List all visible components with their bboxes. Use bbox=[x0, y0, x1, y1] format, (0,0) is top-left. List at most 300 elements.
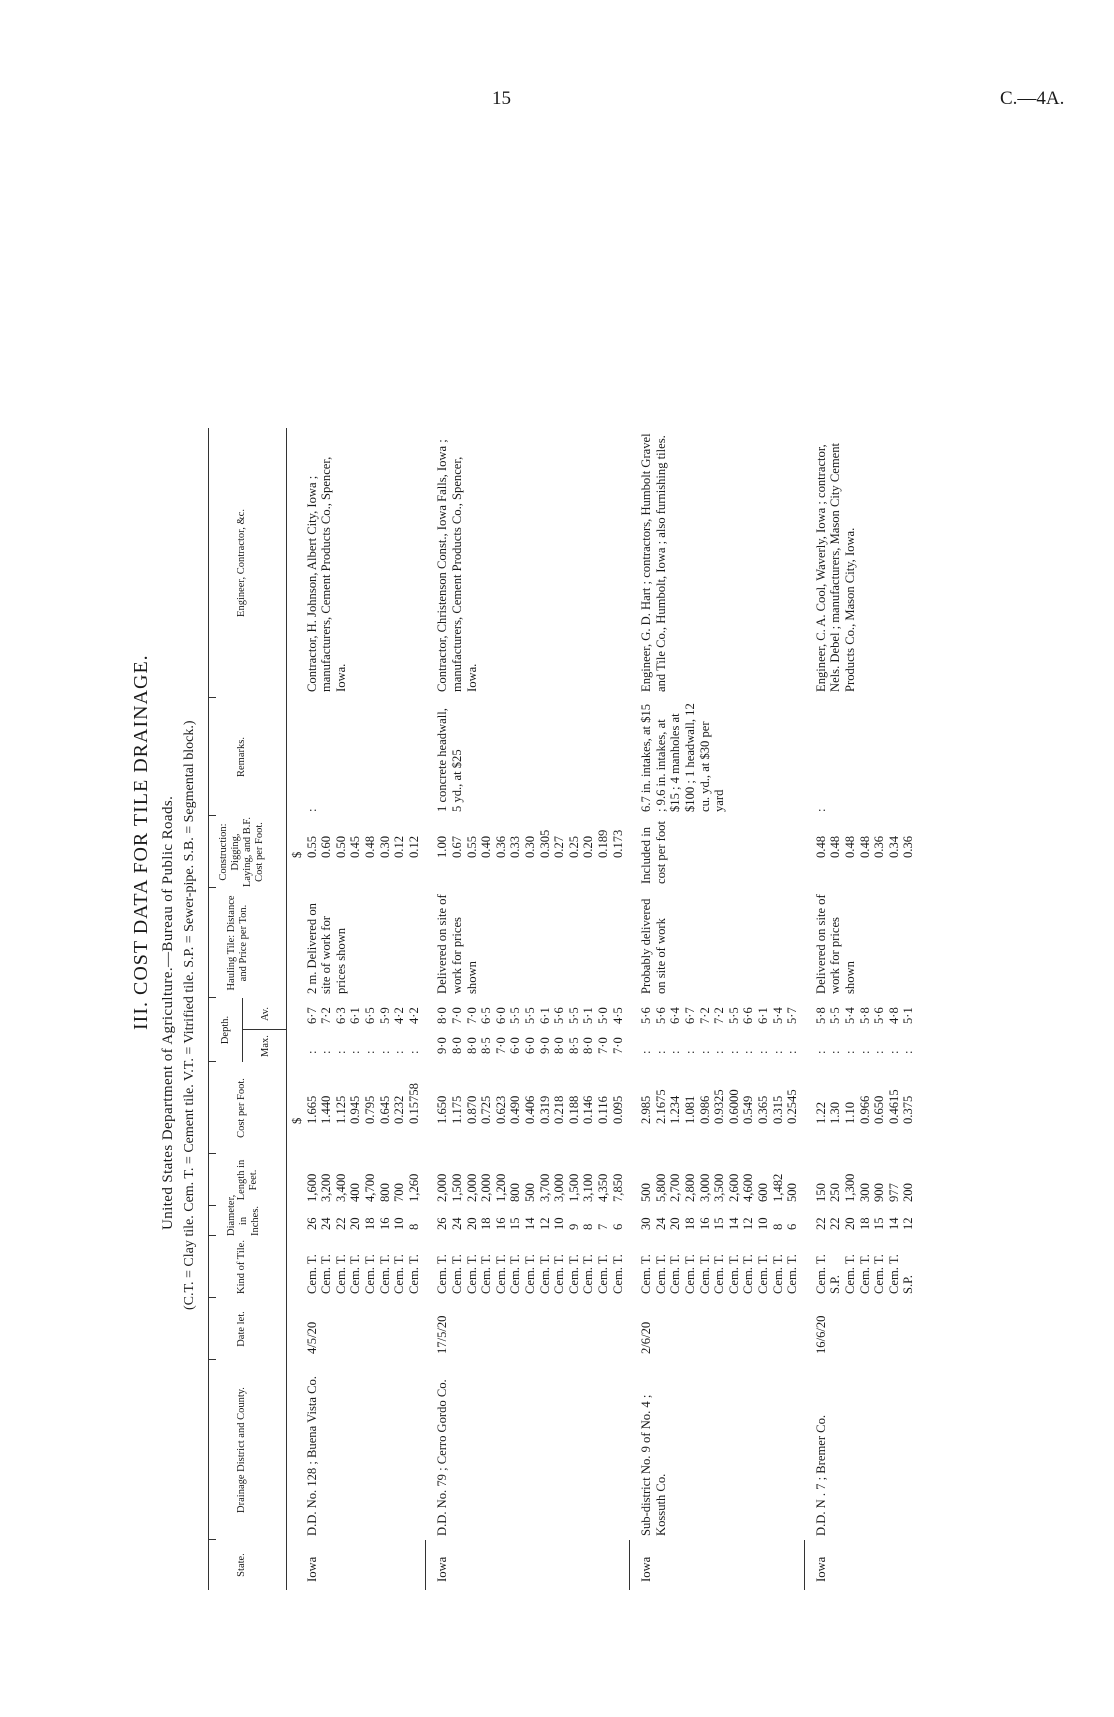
cost-per-foot: 0.116 bbox=[596, 1096, 610, 1124]
construction-dollar-unit: $ bbox=[290, 851, 304, 858]
remarks-cell: 1 concrete headwall, 5 yd., at $25 bbox=[435, 708, 464, 812]
depth-average: 6·1 bbox=[348, 1007, 363, 1024]
group-separator bbox=[425, 1540, 426, 1590]
cost-per-foot: 0.650 bbox=[872, 1095, 887, 1124]
tile-kind: Cem. T. bbox=[333, 1254, 348, 1294]
diameter: 18 bbox=[479, 1217, 494, 1230]
diameter: 15 bbox=[508, 1217, 523, 1230]
column-rule bbox=[208, 1061, 216, 1062]
remarks-cell: : bbox=[813, 808, 828, 812]
cost-per-foot: 0.490 bbox=[508, 1095, 523, 1124]
depth-average: 6·4 bbox=[668, 1007, 683, 1024]
construction-cost: 0.67 bbox=[450, 835, 464, 858]
construction-cost: 0.36 bbox=[872, 835, 887, 858]
diameter: 24 bbox=[653, 1217, 668, 1230]
depth-max: : bbox=[843, 1050, 857, 1054]
diameter: 15 bbox=[712, 1217, 727, 1230]
construction-cost: 0.189 bbox=[596, 829, 610, 858]
depth-max: 7·0 bbox=[610, 1037, 625, 1054]
cost-per-foot: 1.234 bbox=[668, 1095, 683, 1124]
construction-cost: 0.33 bbox=[508, 835, 523, 858]
tile-kind: S.P. bbox=[901, 1275, 916, 1294]
cost-per-foot: 0.945 bbox=[348, 1095, 363, 1124]
tile-kind: Cem. T. bbox=[464, 1254, 479, 1294]
diameter: 18 bbox=[363, 1217, 377, 1230]
tile-kind: Cem. T. bbox=[377, 1254, 392, 1294]
construction-cost: 0.45 bbox=[348, 835, 363, 858]
depth-average: 6·1 bbox=[537, 1007, 552, 1024]
header-depth: Depth. bbox=[220, 1015, 231, 1045]
tile-kind: Cem. T. bbox=[756, 1254, 770, 1294]
page-reference: C.—4A. bbox=[1000, 88, 1065, 109]
length-feet: 7,850 bbox=[610, 1173, 625, 1202]
cost-per-foot: 0.623 bbox=[493, 1095, 508, 1124]
depth-average: 6·0 bbox=[493, 1007, 508, 1024]
state-cell: Iowa bbox=[435, 1556, 450, 1582]
construction-cost: 0.48 bbox=[813, 835, 828, 858]
length-feet: 3,200 bbox=[319, 1173, 334, 1202]
length-feet: 500 bbox=[523, 1183, 537, 1202]
depth-max: : bbox=[668, 1050, 683, 1054]
diameter: 22 bbox=[828, 1217, 843, 1230]
cost-per-foot: 0.095 bbox=[610, 1095, 625, 1124]
column-rule bbox=[208, 997, 216, 998]
diameter: 22 bbox=[813, 1217, 828, 1230]
cost-per-foot: 0.406 bbox=[523, 1095, 537, 1124]
depth-max: 8·0 bbox=[450, 1037, 464, 1054]
tile-kind: Cem. T. bbox=[392, 1254, 407, 1294]
depth-max: 8·5 bbox=[479, 1037, 494, 1054]
depth-max: : bbox=[348, 1050, 363, 1054]
depth-subheader-rule bbox=[242, 998, 243, 1062]
length-feet: 5,800 bbox=[653, 1173, 668, 1202]
column-rule bbox=[208, 887, 216, 888]
cost-per-foot: 2.1675 bbox=[653, 1089, 668, 1124]
depth-average: 5·6 bbox=[639, 1007, 654, 1024]
cost-per-foot: 0.725 bbox=[479, 1095, 494, 1124]
cost-per-foot: 0.218 bbox=[552, 1095, 567, 1124]
depth-average: 5·6 bbox=[552, 1007, 567, 1024]
depth-average: 6·7 bbox=[304, 1007, 319, 1024]
cost-per-foot: 0.365 bbox=[756, 1095, 770, 1124]
depth-average: 7·2 bbox=[319, 1007, 334, 1024]
cost-per-foot: 0.15758 bbox=[406, 1083, 421, 1124]
depth-max: : bbox=[683, 1050, 697, 1054]
group-separator bbox=[629, 1540, 630, 1590]
cost-per-foot: 0.315 bbox=[770, 1095, 785, 1124]
cost-per-foot: 1.650 bbox=[435, 1095, 450, 1124]
remarks-cell: 6.7 in. intakes, at $15 ; 9.6 in. intakes, at $15 ; 4 manholes at $100 ; 1 headwall, 12 cu. yd., at $30 per yard bbox=[639, 703, 727, 812]
length-feet: 3,700 bbox=[537, 1173, 552, 1202]
construction-cost: 0.305 bbox=[537, 829, 552, 858]
tile-kind: Cem. T. bbox=[683, 1254, 697, 1294]
diameter: 15 bbox=[872, 1217, 887, 1230]
rotated-table-sheet bbox=[130, 90, 990, 1590]
remarks-cell: : bbox=[304, 808, 319, 812]
diameter: 8 bbox=[770, 1223, 785, 1230]
construction-cost: 0.48 bbox=[828, 835, 843, 858]
length-feet: 300 bbox=[857, 1183, 872, 1202]
length-feet: 900 bbox=[872, 1183, 887, 1202]
diameter: 14 bbox=[886, 1217, 901, 1230]
depth-max: : bbox=[697, 1050, 712, 1054]
column-rule bbox=[208, 1539, 216, 1540]
tile-kind: Cem. T. bbox=[566, 1254, 581, 1294]
construction-cost: 0.50 bbox=[333, 835, 348, 858]
diameter: 30 bbox=[639, 1217, 654, 1230]
construction-cost: 0.27 bbox=[552, 835, 567, 858]
diameter: 20 bbox=[843, 1217, 857, 1230]
length-feet: 2,600 bbox=[726, 1173, 741, 1202]
header-state: State. bbox=[236, 1553, 247, 1577]
tile-kind: Cem. T. bbox=[406, 1254, 421, 1294]
tile-kind: Cem. T. bbox=[450, 1254, 464, 1294]
length-feet: 3,000 bbox=[552, 1173, 567, 1202]
length-feet: 3,100 bbox=[581, 1173, 596, 1202]
diameter: 26 bbox=[435, 1217, 450, 1230]
engineer-contractor-cell: Engineer, G. D. Hart ; contractors, Humbolt Gravel and Tile Co., Humbolt, Iowa ; also furnishing tiles. bbox=[639, 433, 668, 692]
length-feet: 2,000 bbox=[435, 1173, 450, 1202]
diameter: 20 bbox=[668, 1217, 683, 1230]
header-engineer: Engineer, Contractor, &c. bbox=[236, 509, 247, 617]
construction-cost: 0.40 bbox=[479, 835, 494, 858]
tile-kind: Cem. T. bbox=[304, 1254, 319, 1294]
table-title: III. COST DATA FOR TILE DRAINAGE. bbox=[130, 654, 152, 1030]
cost-per-foot: 0.375 bbox=[901, 1095, 916, 1124]
depth-max: : bbox=[901, 1050, 916, 1054]
diameter: 6 bbox=[610, 1223, 625, 1230]
depth-average: 5·1 bbox=[901, 1007, 916, 1024]
construction-cost: 0.36 bbox=[901, 835, 916, 858]
depth-average: 4·5 bbox=[610, 1007, 625, 1024]
tile-kind: Cem. T. bbox=[668, 1254, 683, 1294]
diameter: 26 bbox=[304, 1217, 319, 1230]
depth-max: : bbox=[712, 1050, 727, 1054]
diameter: 12 bbox=[537, 1217, 552, 1230]
length-feet: 500 bbox=[639, 1183, 654, 1202]
depth-max: : bbox=[828, 1050, 843, 1054]
cost-per-foot: 0.319 bbox=[537, 1095, 552, 1124]
date-let-cell: 4/5/20 bbox=[304, 1321, 319, 1354]
length-feet: 1,482 bbox=[770, 1173, 785, 1202]
tile-kind: Cem. T. bbox=[741, 1254, 756, 1294]
construction-cost: 0.55 bbox=[304, 835, 319, 858]
tile-kind: Cem. T. bbox=[508, 1254, 523, 1294]
district-cell: D.D. No. 79 ; Cerro Gordo Co. bbox=[435, 1379, 450, 1536]
length-feet: 600 bbox=[756, 1183, 770, 1202]
tile-kind: Cem. T. bbox=[697, 1254, 712, 1294]
diameter: 12 bbox=[741, 1217, 756, 1230]
depth-max: 6·0 bbox=[523, 1037, 537, 1054]
cost-per-foot: 0.146 bbox=[581, 1095, 596, 1124]
diameter: 8 bbox=[581, 1223, 596, 1230]
tile-kind: Cem. T. bbox=[596, 1254, 610, 1294]
length-feet: 3,500 bbox=[712, 1173, 727, 1202]
depth-average: 7·0 bbox=[464, 1007, 479, 1024]
diameter: 20 bbox=[464, 1217, 479, 1230]
depth-average: 5·9 bbox=[377, 1007, 392, 1024]
depth-max: : bbox=[377, 1050, 392, 1054]
engineer-contractor-cell: Engineer, C. A. Cool, Waverly, Iowa ; contractor, Nels. Debel ; manufacturers, Mason City Cement Products Co., Mason City, Iowa. bbox=[813, 442, 857, 692]
depth-average: 5·5 bbox=[508, 1007, 523, 1024]
depth-max: : bbox=[333, 1050, 348, 1054]
cost-per-foot: 0.188 bbox=[566, 1095, 581, 1124]
table-subtitle: United States Department of Agriculture.—Bureau of Public Roads. bbox=[160, 795, 176, 1230]
construction-cost: 0.20 bbox=[581, 835, 596, 858]
depth-average: 6·1 bbox=[756, 1007, 770, 1024]
length-feet: 4,600 bbox=[741, 1173, 756, 1202]
depth-average: 5·1 bbox=[581, 1007, 596, 1024]
tile-kind: Cem. T. bbox=[857, 1254, 872, 1294]
header-length: Length in Feet. bbox=[236, 1159, 259, 1201]
tile-kind: Cem. T. bbox=[886, 1254, 901, 1294]
diameter: 20 bbox=[348, 1217, 363, 1230]
depth-average: 5·0 bbox=[596, 1007, 610, 1024]
construction-cost: 0.55 bbox=[464, 835, 479, 858]
column-rule bbox=[208, 1153, 216, 1154]
engineer-contractor-cell: Contractor, Christenson Const., Iowa Falls, Iowa ; manufacturers, Cement Products Co., Spencer, Iowa. bbox=[435, 439, 479, 692]
length-feet: 977 bbox=[886, 1183, 901, 1202]
length-feet: 250 bbox=[828, 1183, 843, 1202]
group-separator bbox=[804, 1540, 805, 1590]
diameter: 7 bbox=[596, 1223, 610, 1230]
header-bottom-rule bbox=[286, 428, 287, 1590]
length-feet: 2,700 bbox=[668, 1173, 683, 1202]
depth-max: : bbox=[304, 1050, 319, 1054]
depth-max: 9·0 bbox=[435, 1037, 450, 1054]
header-kind: Kind of Tile. bbox=[236, 1240, 247, 1294]
depth-max: 8·0 bbox=[464, 1037, 479, 1054]
column-rule bbox=[208, 1297, 216, 1298]
tile-kind: Cem. T. bbox=[479, 1254, 494, 1294]
length-feet: 700 bbox=[392, 1183, 407, 1202]
length-feet: 1,500 bbox=[566, 1173, 581, 1202]
length-feet: 3,000 bbox=[697, 1173, 712, 1202]
tile-kind: Cem. T. bbox=[872, 1254, 887, 1294]
diameter: 10 bbox=[552, 1217, 567, 1230]
cost-per-foot: 1.175 bbox=[450, 1095, 464, 1124]
column-rule bbox=[208, 1205, 216, 1206]
header-remarks: Remarks. bbox=[236, 737, 247, 777]
tile-kind: Cem. T. bbox=[639, 1254, 654, 1294]
construction-note: Included in cost per foot bbox=[639, 821, 668, 884]
tile-kind: Cem. T. bbox=[726, 1254, 741, 1294]
construction-cost: 0.173 bbox=[610, 829, 625, 858]
length-feet: 800 bbox=[377, 1183, 392, 1202]
district-cell: Sub-district No. 9 of No. 4 ; Kossuth Co. bbox=[639, 1394, 668, 1536]
cost-dollar-unit: $ bbox=[290, 1117, 304, 1124]
cost-per-foot: 1.125 bbox=[333, 1095, 348, 1124]
district-cell: D.D. No. 128 ; Buena Vista Co. bbox=[304, 1376, 319, 1536]
depth-max: : bbox=[857, 1050, 872, 1054]
diameter: 10 bbox=[392, 1217, 407, 1230]
tile-kind: Cem. T. bbox=[363, 1254, 377, 1294]
column-rule bbox=[208, 815, 216, 816]
tile-kind: Cem. T. bbox=[581, 1254, 596, 1294]
diameter: 10 bbox=[756, 1217, 770, 1230]
hauling-cell: Delivered on site of work for prices shown bbox=[435, 894, 479, 994]
length-feet: 400 bbox=[348, 1183, 363, 1202]
diameter: 14 bbox=[523, 1217, 537, 1230]
depth-average: 5·5 bbox=[523, 1007, 537, 1024]
depth-max: 7·0 bbox=[493, 1037, 508, 1054]
cost-per-foot: 0.6000 bbox=[726, 1089, 741, 1124]
cost-per-foot: 0.966 bbox=[857, 1095, 872, 1124]
depth-max: 9·0 bbox=[537, 1037, 552, 1054]
cost-per-foot: 0.986 bbox=[697, 1095, 712, 1124]
depth-max: : bbox=[726, 1050, 741, 1054]
tile-kind: Cem. T. bbox=[712, 1254, 727, 1294]
header-date: Date let. bbox=[236, 1311, 247, 1347]
diameter: 16 bbox=[493, 1217, 508, 1230]
state-cell: Iowa bbox=[304, 1556, 319, 1582]
diameter: 9 bbox=[566, 1223, 581, 1230]
cost-per-foot: 0.4615 bbox=[886, 1089, 901, 1124]
depth-average: 5·4 bbox=[770, 1007, 785, 1024]
depth-average: 5·5 bbox=[726, 1007, 741, 1024]
depth-average: 7·2 bbox=[697, 1007, 712, 1024]
engineer-contractor-cell: Contractor, H. Johnson, Albert City, Iowa ; manufacturers, Cement Products Co., Spencer, Iowa. bbox=[304, 456, 348, 692]
length-feet: 200 bbox=[901, 1183, 916, 1202]
tile-kind: Cem. T. bbox=[435, 1254, 450, 1294]
length-feet: 1,200 bbox=[493, 1173, 508, 1202]
tile-kind: Cem. T. bbox=[493, 1254, 508, 1294]
diameter: 6 bbox=[785, 1223, 800, 1230]
depth-max: : bbox=[406, 1050, 421, 1054]
cost-per-foot: 1.440 bbox=[319, 1095, 334, 1124]
depth-average: 5·8 bbox=[857, 1007, 872, 1024]
header-depth-max: Max. bbox=[260, 1035, 271, 1057]
depth-average: 5·8 bbox=[813, 1007, 828, 1024]
construction-cost: 0.12 bbox=[406, 835, 421, 858]
length-feet: 2,000 bbox=[479, 1173, 494, 1202]
tile-kind: Cem. T. bbox=[348, 1254, 363, 1294]
construction-cost: 0.30 bbox=[523, 835, 537, 858]
length-feet: 2,800 bbox=[683, 1173, 697, 1202]
depth-max: : bbox=[813, 1050, 828, 1054]
cost-per-foot: 0.9325 bbox=[712, 1089, 727, 1124]
depth-average: 5·4 bbox=[843, 1007, 857, 1024]
depth-max: : bbox=[886, 1050, 901, 1054]
cost-per-foot: 0.795 bbox=[363, 1095, 377, 1124]
state-cell: Iowa bbox=[813, 1556, 828, 1582]
tile-kind: Cem. T. bbox=[770, 1254, 785, 1294]
header-cost: Cost per Foot. bbox=[236, 1078, 247, 1138]
diameter: 14 bbox=[726, 1217, 741, 1230]
tile-kind: Cem. T. bbox=[552, 1254, 567, 1294]
construction-cost: 1.00 bbox=[435, 835, 450, 858]
depth-max: : bbox=[319, 1050, 334, 1054]
length-feet: 500 bbox=[785, 1183, 800, 1202]
construction-cost: 0.30 bbox=[377, 835, 392, 858]
depth-average: 4·8 bbox=[886, 1007, 901, 1024]
construction-cost: 0.12 bbox=[392, 835, 407, 858]
page-number: 15 bbox=[492, 88, 511, 109]
depth-max: : bbox=[872, 1050, 887, 1054]
header-diameter: Diameter, in Inches. bbox=[226, 1194, 261, 1236]
depth-max: : bbox=[785, 1050, 800, 1054]
length-feet: 1,500 bbox=[450, 1173, 464, 1202]
tile-kind: S.P. bbox=[828, 1275, 843, 1294]
length-feet: 150 bbox=[813, 1183, 828, 1202]
hauling-cell: Delivered on site of work for prices shown bbox=[813, 894, 857, 994]
diameter: 12 bbox=[901, 1217, 916, 1230]
header-hauling: Hauling Tile: Distance and Price per Ton. bbox=[226, 895, 249, 991]
tile-kind: Cem. T. bbox=[653, 1254, 668, 1294]
tile-kind: Cem. T. bbox=[523, 1254, 537, 1294]
depth-max: : bbox=[653, 1050, 668, 1054]
tile-kind: Cem. T. bbox=[319, 1254, 334, 1294]
depth-average: 6·6 bbox=[741, 1007, 756, 1024]
diameter: 24 bbox=[450, 1217, 464, 1230]
cost-per-foot: 0.870 bbox=[464, 1095, 479, 1124]
length-feet: 1,600 bbox=[304, 1173, 319, 1202]
tile-kind: Cem. T. bbox=[843, 1254, 857, 1294]
cost-per-foot: 2.985 bbox=[639, 1095, 654, 1124]
depth-max: : bbox=[770, 1050, 785, 1054]
depth-average: 7·0 bbox=[450, 1007, 464, 1024]
depth-max: : bbox=[639, 1050, 654, 1054]
construction-cost: 0.48 bbox=[363, 835, 377, 858]
depth-max: 8·5 bbox=[566, 1037, 581, 1054]
state-cell: Iowa bbox=[639, 1556, 654, 1582]
district-cell: D.D. N . 7 ; Bremer Co. bbox=[813, 1414, 828, 1536]
header-depth-av: Av. bbox=[260, 1007, 271, 1021]
diameter: 22 bbox=[333, 1217, 348, 1230]
length-feet: 1,260 bbox=[406, 1173, 421, 1202]
diameter: 18 bbox=[857, 1217, 872, 1230]
construction-cost: 0.48 bbox=[857, 835, 872, 858]
depth-average: 5·6 bbox=[653, 1007, 668, 1024]
construction-cost: 0.34 bbox=[886, 835, 901, 858]
depth-max: 8·0 bbox=[581, 1037, 596, 1054]
date-let-cell: 2/6/20 bbox=[639, 1321, 654, 1354]
abbreviation-key: (C.T. = Clay tile. Cem. T. = Cement tile. V.T. = Vitrified tile. S.P. = Sewer-pipe. S.B. = Segmental block.) bbox=[182, 720, 197, 1310]
tile-kind: Cem. T. bbox=[785, 1254, 800, 1294]
length-feet: 2,000 bbox=[464, 1173, 479, 1202]
depth-average: 5·5 bbox=[828, 1007, 843, 1024]
header-construction: Construction: Digging, Laying, and B.F. Cost per Foot. bbox=[218, 816, 265, 888]
column-rule bbox=[208, 697, 216, 698]
length-feet: 1,300 bbox=[843, 1173, 857, 1202]
header-top-rule bbox=[208, 428, 209, 1590]
column-rule bbox=[208, 1235, 216, 1236]
hauling-cell: 2 m. Delivered on site of work for prices shown bbox=[304, 903, 348, 994]
depth-max: : bbox=[741, 1050, 756, 1054]
cost-per-foot: 0.549 bbox=[741, 1095, 756, 1124]
length-feet: 4,700 bbox=[363, 1173, 377, 1202]
column-rule bbox=[208, 1359, 216, 1360]
depth-max: : bbox=[363, 1050, 377, 1054]
diameter: 18 bbox=[683, 1217, 697, 1230]
length-feet: 800 bbox=[508, 1183, 523, 1202]
construction-cost: 0.48 bbox=[843, 835, 857, 858]
depth-average: 6·5 bbox=[479, 1007, 494, 1024]
length-feet: 4,350 bbox=[596, 1173, 610, 1202]
cost-per-foot: 0.232 bbox=[392, 1095, 407, 1124]
depth-average: 6·7 bbox=[683, 1007, 697, 1024]
cost-per-foot: 1.081 bbox=[683, 1095, 697, 1124]
depth-average: 8·0 bbox=[435, 1007, 450, 1024]
diameter: 8 bbox=[406, 1223, 421, 1230]
tile-kind: Cem. T. bbox=[813, 1254, 828, 1294]
cost-per-foot: 1.22 bbox=[813, 1101, 828, 1124]
depth-average: 5·6 bbox=[872, 1007, 887, 1024]
depth-average: 4·2 bbox=[392, 1007, 407, 1024]
depth-max: 6·0 bbox=[508, 1037, 523, 1054]
depth-average: 6·3 bbox=[333, 1007, 348, 1024]
date-let-cell: 17/5/20 bbox=[435, 1315, 450, 1354]
